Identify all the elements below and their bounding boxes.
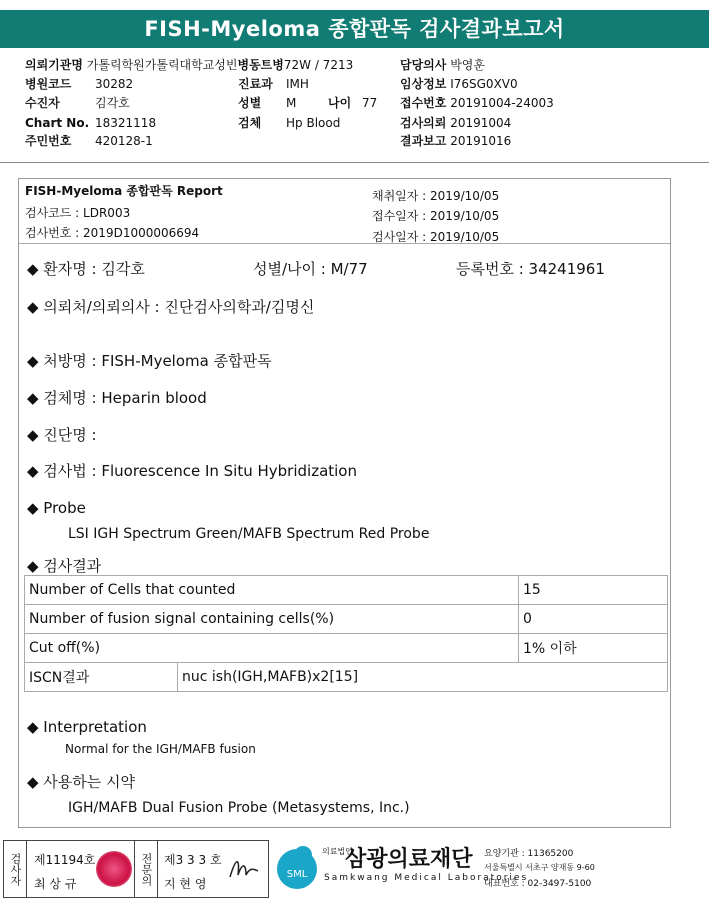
specimen-line: ◆ 검체명 : Heparin blood: [27, 389, 207, 407]
method-line: ◆ 검사법 : Fluorescence In Situ Hybridization: [27, 462, 357, 480]
dept-label: 진료과: [238, 77, 273, 91]
req-date-label: 검사의뢰: [400, 116, 447, 130]
signature-box: [3, 840, 269, 898]
specialist-name: 지 현 영: [164, 877, 207, 891]
patient-line: ◆ 환자명 : 김각호: [27, 260, 145, 278]
patient-label: 수진자: [25, 96, 60, 110]
tester-label: 검사자: [4, 841, 27, 897]
test-number: 검사번호 : 2019D1000006694: [25, 226, 200, 240]
org-address: 서울특별시 서초구 양재동 9-60: [484, 863, 595, 872]
result-label: Cut off(%): [25, 634, 519, 663]
tester-name: 최 상 규: [34, 877, 77, 891]
dept: IMH: [286, 77, 309, 91]
result-heading: ◆ 검사결과: [27, 557, 102, 575]
receipt: 20191004-24003: [450, 96, 554, 110]
reg-line: 등록번호 : 34241961: [456, 260, 605, 278]
specimen-label: 검체: [238, 116, 262, 130]
req-date: 20191004: [450, 116, 512, 130]
report-date-label: 결과보고: [400, 134, 447, 148]
diagnosis-line: ◆ 진단명 :: [27, 426, 97, 444]
tester-number: 제11194호: [34, 853, 96, 867]
test-date: 검사일자 : 2019/10/05: [372, 230, 500, 244]
test-code: 검사코드 : LDR003: [25, 206, 131, 220]
header-divider: [0, 162, 709, 163]
report-heading: FISH-Myeloma 종합판독 Report: [25, 184, 223, 198]
age: 77: [362, 96, 378, 110]
ward: 72W / 7213: [283, 58, 354, 72]
hosp-code: 30282: [95, 77, 134, 91]
chart-no: 18321118: [95, 116, 157, 130]
table-row: [25, 634, 668, 663]
iscn-value: nuc ish(IGH,MAFB)x2[15]: [178, 663, 668, 692]
specimen: Hp Blood: [286, 116, 341, 130]
rx-line: ◆ 처방명 : FISH-Myeloma 종합판독: [27, 352, 272, 370]
sex-label: 성별: [238, 96, 262, 110]
iscn-label: ISCN결과: [25, 663, 178, 692]
org-english: Samkwang Medical Laboratories: [324, 873, 529, 883]
doctor-label: 담당의사: [400, 58, 447, 72]
req-org-label: 의뢰기관명: [25, 58, 83, 72]
result-value: 0: [519, 605, 668, 634]
result-value: 15: [519, 576, 668, 605]
id-number: 420128-1: [95, 134, 153, 148]
result-label: Number of Cells that counted: [25, 576, 519, 605]
patient-name: 김각호: [95, 96, 130, 110]
req-org: 가톨릭학원가톨릭대학교성빈: [86, 58, 238, 72]
referrer-line: ◆ 의뢰처/의뢰의사 : 진단검사의학과/김명신: [27, 298, 315, 316]
report-top-divider: [19, 243, 670, 244]
collect-date: 채취일자 : 2019/10/05: [372, 189, 500, 203]
result-label: Number of fusion signal containing cells(%): [25, 605, 519, 634]
receipt-label: 접수번호: [400, 96, 447, 110]
org-name: 삼광의료재단: [345, 847, 473, 872]
table-row: [25, 576, 668, 605]
specialist-number: 제3 3 3 호: [164, 853, 222, 867]
clinical: I76SG0XV0: [450, 77, 518, 91]
id-label: 주민번호: [25, 134, 72, 148]
reagent-heading: ◆ 사용하는 시약: [27, 773, 136, 791]
clinical-label: 임상정보: [400, 77, 447, 91]
signature-icon: [226, 853, 262, 885]
chart-label: Chart No.: [25, 116, 90, 130]
org-prefix: 의료법인: [322, 847, 353, 856]
results-table: [24, 575, 668, 692]
interpretation-text: Normal for the IGH/MAFB fusion: [65, 742, 256, 756]
report-title: FISH-Myeloma 종합판독 검사결과보고서: [0, 10, 709, 48]
sex: M: [286, 96, 297, 110]
hosp-code-label: 병원코드: [25, 77, 72, 91]
org-code: 요양기관 : 11365200: [484, 849, 574, 859]
receive-date: 접수일자 : 2019/10/05: [372, 209, 500, 223]
sml-logo-icon: [272, 842, 322, 892]
ward-label: 병동트병: [237, 58, 284, 72]
interpretation-heading: ◆ Interpretation: [27, 718, 147, 736]
sexage-line: 성별/나이 : M/77: [253, 260, 368, 278]
doctor: 박영훈: [450, 58, 485, 72]
result-value: 1% 이하: [519, 634, 668, 663]
table-row: [25, 605, 668, 634]
specialist-label: 전문의: [134, 841, 158, 897]
seal-stamp: [96, 851, 132, 887]
org-tel: 대표번호 : 02-3497-5100: [484, 879, 592, 889]
table-row: [25, 663, 668, 692]
probe-text: LSI IGH Spectrum Green/MAFB Spectrum Red Probe: [68, 526, 430, 542]
age-label: 나이: [328, 96, 352, 110]
reagent-text: IGH/MAFB Dual Fusion Probe (Metasystems, Inc.): [68, 800, 410, 816]
probe-heading: ◆ Probe: [27, 499, 86, 517]
report-date: 20191016: [450, 134, 512, 148]
svg-text:SML: SML: [286, 869, 308, 880]
